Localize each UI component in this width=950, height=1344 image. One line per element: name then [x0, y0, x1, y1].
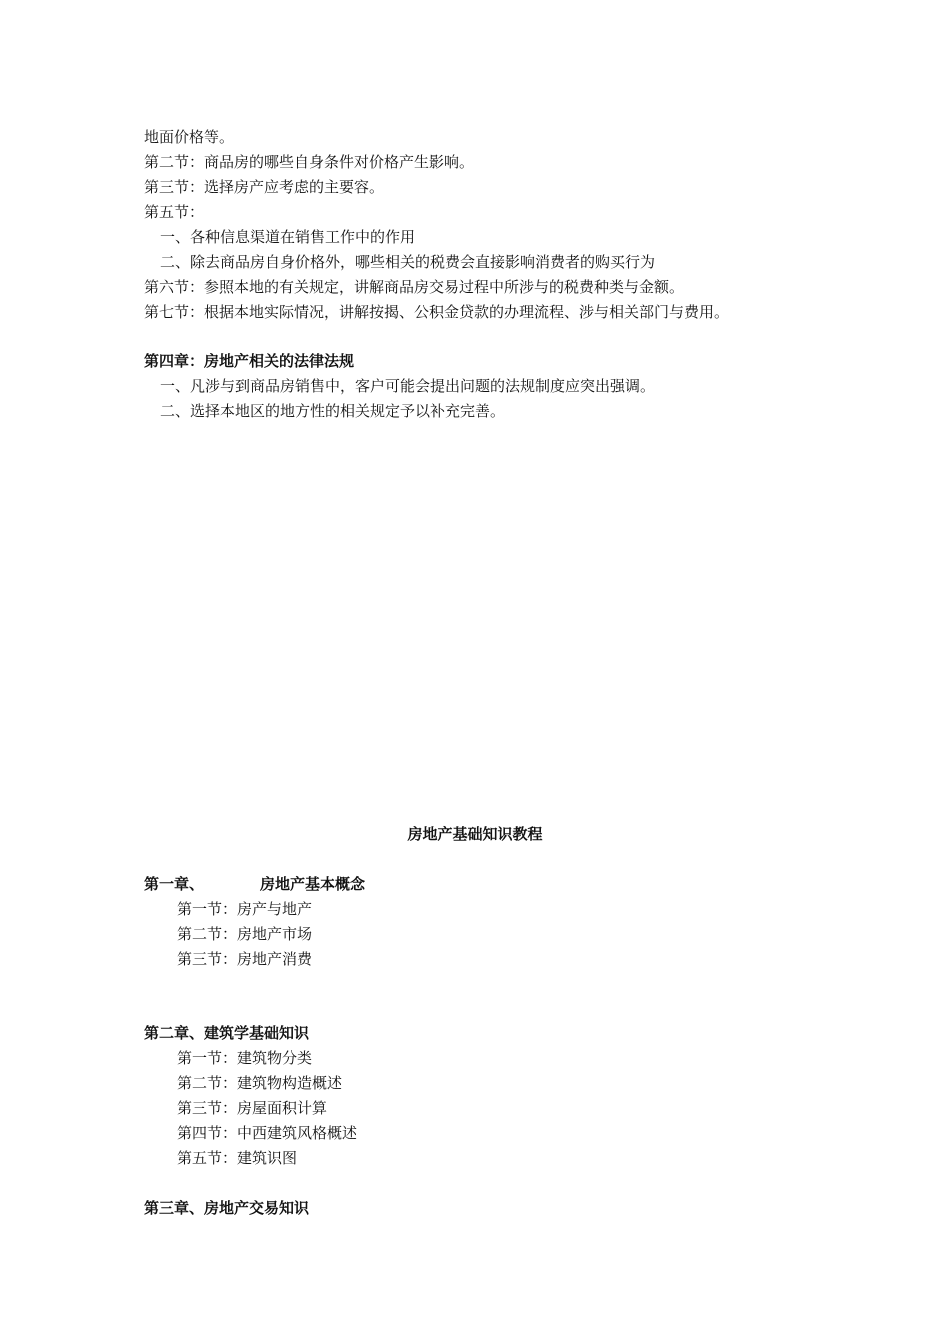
toc-section: 第三节：房屋面积计算 — [177, 1099, 328, 1117]
list-item: 二、选择本地区的地方性的相关规定予以补充完善。 — [160, 402, 506, 420]
text-line: 地面价格等。 — [144, 128, 235, 146]
chapter-label: 第一章、 — [144, 875, 205, 893]
chapter-heading: 第四章：房地产相关的法律法规 — [144, 352, 355, 370]
section-line: 第六节：参照本地的有关规定，讲解商品房交易过程中所涉与的税费种类与金额。 — [144, 278, 685, 296]
section-line: 第二节：商品房的哪些自身条件对价格产生影响。 — [144, 153, 475, 171]
section-line: 第五节： — [144, 203, 205, 221]
list-item: 一、各种信息渠道在销售工作中的作用 — [160, 228, 416, 246]
section-line: 第三节：选择房产应考虑的主要容。 — [144, 178, 385, 196]
toc-section: 第四节：中西建筑风格概述 — [177, 1124, 358, 1142]
toc-section: 第二节：房地产市场 — [177, 925, 313, 943]
section-line: 第七节：根据本地实际情况，讲解按揭、公积金贷款的办理流程、涉与相关部门与费用。 — [144, 303, 730, 321]
chapter-heading: 第三章、房地产交易知识 — [144, 1199, 310, 1217]
toc-section: 第五节：建筑识图 — [177, 1149, 298, 1167]
chapter-heading — [144, 874, 365, 894]
toc-section: 第一节：房产与地产 — [177, 900, 313, 918]
toc-section: 第三节：房地产消费 — [177, 950, 313, 968]
toc-section: 第一节：建筑物分类 — [177, 1049, 313, 1067]
chapter-title: 房地产基本概念 — [260, 875, 366, 893]
chapter-heading: 第二章、建筑学基础知识 — [144, 1024, 310, 1042]
document-title: 房地产基础知识教程 — [407, 825, 543, 843]
list-item: 二、除去商品房自身价格外，哪些相关的税费会直接影响消费者的购买行为 — [160, 253, 656, 271]
toc-section: 第二节：建筑物构造概述 — [177, 1074, 343, 1092]
list-item: 一、凡涉与到商品房销售中，客户可能会提出问题的法规制度应突出强调。 — [160, 377, 656, 395]
